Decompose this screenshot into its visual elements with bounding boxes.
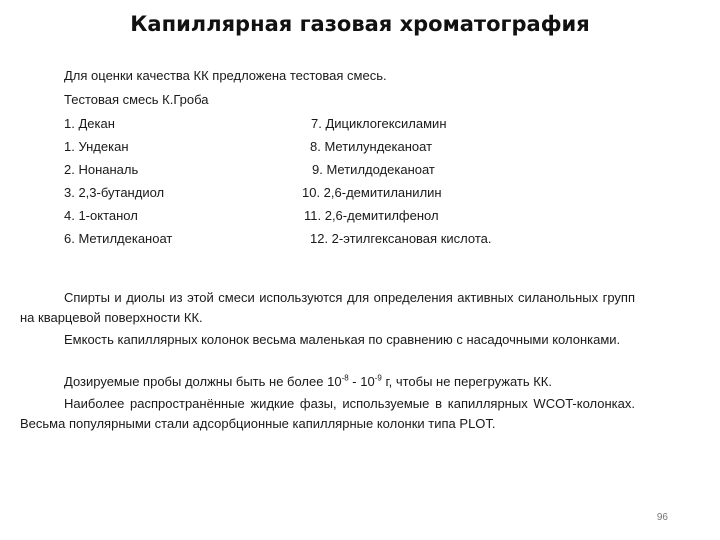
intro-line: Для оценки качества КК предложена тестовая смесь. (64, 68, 387, 83)
exponent: -9 (374, 373, 382, 383)
paragraph-sample-size (20, 372, 635, 392)
mixture-item: 4. 1-октанол (64, 208, 138, 223)
sample-text-after: г, чтобы не перегружать КК. (381, 374, 552, 389)
mixture-item: 11. 2,6-демитилфенол (304, 208, 439, 223)
mixture-item: 1. Декан (64, 116, 115, 131)
paragraph-capacity: Емкость капиллярных колонок весьма маленькая по сравнению с насадочными колонками. (64, 332, 621, 347)
sample-text-before: Дозируемые пробы должны быть не более 10 (64, 374, 342, 389)
mixture-item: 6. Метилдеканоат (64, 231, 173, 246)
exponent: -8 (341, 373, 349, 383)
mixture-item: 12. 2-этилгексановая кислота. (310, 231, 492, 246)
mixture-item: 7. Дициклогексиламин (311, 116, 447, 131)
mixture-item: 8. Метилундеканоат (310, 139, 433, 154)
page-number: 96 (656, 512, 668, 523)
paragraph-silanol: Спирты и диолы из этой смеси используются для определения активных силанольных групп на кварцевой поверхности КК. (20, 290, 635, 325)
sample-text-mid: - 10 (348, 374, 375, 389)
mixture-item: 1. Ундекан (64, 139, 129, 154)
mixture-item: 3. 2,3-бутандиол (64, 185, 165, 200)
intro-line: Тестовая смесь К.Гроба (64, 92, 209, 107)
mixture-item: 2. Нонаналь (64, 162, 139, 177)
mixture-item: 10. 2,6-демитиланилин (302, 185, 442, 200)
paragraph-phases: Наиболее распространённые жидкие фазы, используемые в капиллярных WCOT-колонках. Весьма популярными стали адсорбционные капиллярные колонки типа PLOT. (20, 396, 635, 431)
mixture-item: 9. Метилдодеканоат (312, 162, 435, 177)
slide-title: Капиллярная газовая хроматография (130, 12, 590, 36)
